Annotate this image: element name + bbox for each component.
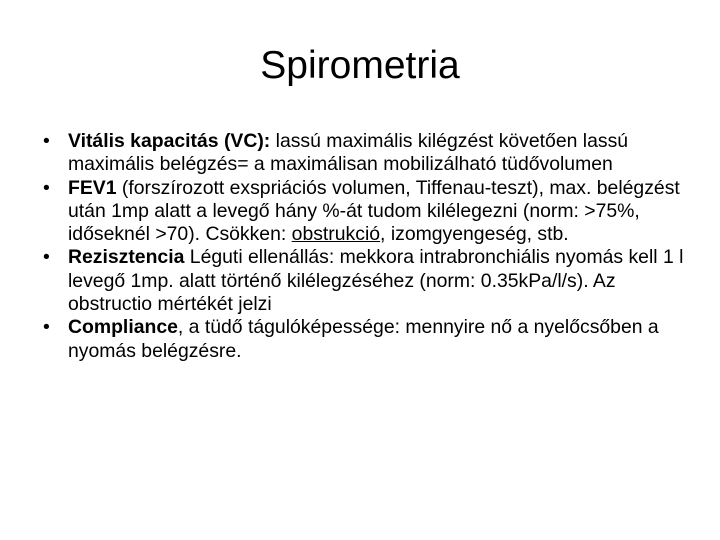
definition-vital-capacity: lassú maximális kilégzést követően lassú maximális belégzés= a maximálisan mobilizálható tüdővolumen	[68, 130, 629, 176]
bullet-item-compliance	[36, 316, 686, 363]
definition-fev1-part1: (forszírozott exspriációs volumen, Tiffenau-teszt), max. belégzést után 1mp alatt a levegő hány %-át tudom kilélegezni (norm: >75%, időseknél >70). Csökken:	[68, 176, 680, 246]
bullet-item-fev1	[36, 177, 686, 247]
term-resistance: Rezisztencia	[68, 246, 185, 269]
bullet-item-resistance	[36, 246, 686, 316]
slide-title: Spirometria	[260, 44, 460, 87]
term-compliance: Compliance	[68, 316, 178, 339]
bullet-marker: •	[43, 246, 50, 269]
bullet-marker: •	[43, 176, 50, 199]
bullet-marker: •	[43, 316, 50, 339]
bullet-item-vital-capacity	[36, 130, 686, 177]
underlined-obstruction: obstrukció	[291, 223, 381, 246]
definition-compliance: , a tüdő tágulóképessége: mennyire nő a nyelőcsőben a nyomás belégzésre.	[68, 316, 659, 362]
term-fev1: FEV1	[68, 176, 117, 199]
definition-resistance: Léguti ellenállás: mekkora intrabronchiális nyomás kell 1 l levegő 1mp. alatt történő kilélegzéséhez (norm: 0.35kPa/l/s). Az obstructio mértékét jelzi	[68, 246, 684, 316]
definition-fev1-part2: , izomgyengeség, stb.	[380, 223, 569, 246]
bullet-list	[36, 130, 686, 363]
bullet-marker: •	[43, 130, 50, 152]
term-vital-capacity: Vitális kapacitás (VC):	[68, 130, 271, 152]
